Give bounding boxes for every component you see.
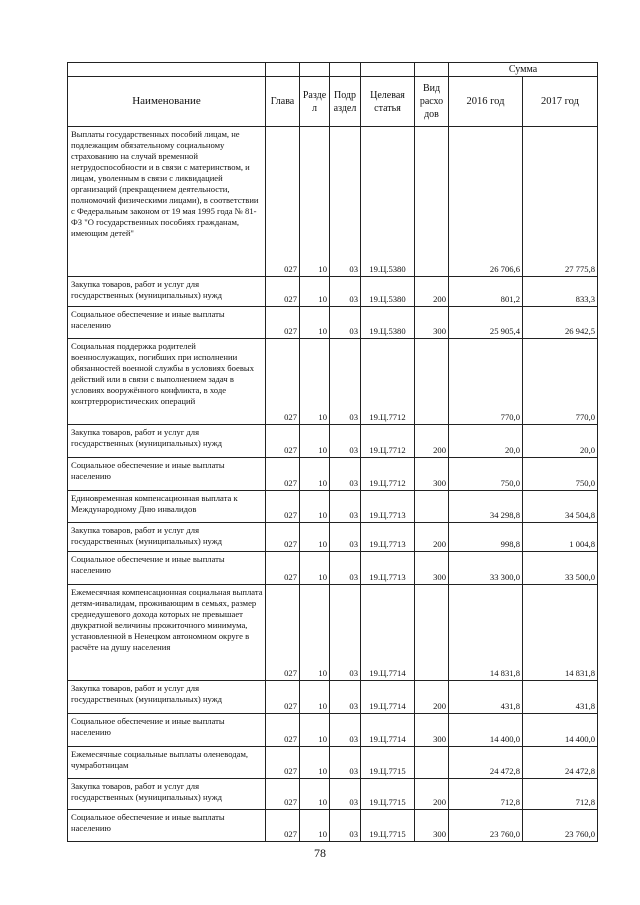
row-podrazdel: 03 bbox=[330, 491, 361, 523]
row-expense-type bbox=[415, 585, 449, 681]
row-expense-type bbox=[415, 491, 449, 523]
row-target-article: 19.Ц.7713 bbox=[361, 552, 415, 585]
row-name: Социальное обеспечение и иные выплаты населению bbox=[68, 458, 266, 491]
row-sum-2016: 25 905,4 bbox=[449, 307, 523, 339]
row-razdel: 10 bbox=[300, 810, 330, 842]
row-glava: 027 bbox=[266, 681, 300, 714]
row-razdel: 10 bbox=[300, 681, 330, 714]
table-row bbox=[68, 552, 598, 585]
row-name: Социальное обеспечение и иные выплаты населению bbox=[68, 810, 266, 842]
header-blank-vid bbox=[415, 63, 449, 77]
row-sum-2017: 750,0 bbox=[523, 458, 598, 491]
row-target-article: 19.Ц.7715 bbox=[361, 779, 415, 810]
row-expense-type: 300 bbox=[415, 458, 449, 491]
row-name: Закупка товаров, работ и услуг для государственных (муниципальных) нужд bbox=[68, 425, 266, 458]
row-target-article: 19.Ц.7712 bbox=[361, 458, 415, 491]
header-podrazdel: Подр аздел bbox=[330, 77, 361, 127]
header-blank-name bbox=[68, 63, 266, 77]
table-row bbox=[68, 491, 598, 523]
row-name: Социальное обеспечение и иные выплаты населению bbox=[68, 714, 266, 747]
row-expense-type bbox=[415, 747, 449, 779]
row-sum-2016: 750,0 bbox=[449, 458, 523, 491]
row-razdel: 10 bbox=[300, 523, 330, 552]
row-podrazdel: 03 bbox=[330, 425, 361, 458]
row-sum-2016: 20,0 bbox=[449, 425, 523, 458]
table-row bbox=[68, 810, 598, 842]
header-year-2016: 2016 год bbox=[449, 77, 523, 127]
table-row bbox=[68, 681, 598, 714]
table-row bbox=[68, 523, 598, 552]
row-podrazdel: 03 bbox=[330, 127, 361, 277]
row-podrazdel: 03 bbox=[330, 681, 361, 714]
row-sum-2016: 431,8 bbox=[449, 681, 523, 714]
row-razdel: 10 bbox=[300, 307, 330, 339]
row-razdel: 10 bbox=[300, 458, 330, 491]
row-sum-2016: 14 831,8 bbox=[449, 585, 523, 681]
row-target-article: 19.Ц.7713 bbox=[361, 491, 415, 523]
table-row bbox=[68, 714, 598, 747]
row-name: Социальное обеспечение и иные выплаты населению bbox=[68, 307, 266, 339]
row-name: Закупка товаров, работ и услуг для государственных (муниципальных) нужд bbox=[68, 779, 266, 810]
budget-table bbox=[67, 62, 598, 842]
row-target-article: 19.Ц.7715 bbox=[361, 810, 415, 842]
row-sum-2017: 23 760,0 bbox=[523, 810, 598, 842]
row-podrazdel: 03 bbox=[330, 552, 361, 585]
row-podrazdel: 03 bbox=[330, 523, 361, 552]
row-target-article: 19.Ц.7713 bbox=[361, 523, 415, 552]
row-expense-type: 300 bbox=[415, 307, 449, 339]
row-expense-type: 200 bbox=[415, 523, 449, 552]
row-razdel: 10 bbox=[300, 491, 330, 523]
row-razdel: 10 bbox=[300, 552, 330, 585]
header-blank-podrazdel bbox=[330, 63, 361, 77]
row-name: Выплаты государственных пособий лицам, не подлежащим обязательному социальному страхованию на случай временной нетрудоспособности и в связи с материнством, и лицам, уволенным в связи с ликвидацией организаций (прекращением деятельности, полномочий физическими лицами), в соответствии с Федеральным законом от 19 мая 1995 года № 81-ФЗ "О государственных пособиях гражданам, имеющим детей" bbox=[68, 127, 266, 277]
row-glava: 027 bbox=[266, 491, 300, 523]
row-sum-2017: 833,3 bbox=[523, 277, 598, 307]
row-expense-type bbox=[415, 127, 449, 277]
row-podrazdel: 03 bbox=[330, 810, 361, 842]
row-name: Ежемесячные социальные выплаты оленеводам, чумработницам bbox=[68, 747, 266, 779]
row-sum-2017: 14 831,8 bbox=[523, 585, 598, 681]
row-expense-type: 300 bbox=[415, 810, 449, 842]
table-row bbox=[68, 307, 598, 339]
row-podrazdel: 03 bbox=[330, 339, 361, 425]
row-sum-2016: 33 300,0 bbox=[449, 552, 523, 585]
header-name: Наименование bbox=[68, 77, 266, 127]
row-sum-2016: 801,2 bbox=[449, 277, 523, 307]
row-sum-2017: 24 472,8 bbox=[523, 747, 598, 779]
row-razdel: 10 bbox=[300, 277, 330, 307]
row-sum-2016: 24 472,8 bbox=[449, 747, 523, 779]
row-sum-2017: 27 775,8 bbox=[523, 127, 598, 277]
row-name: Социальное обеспечение и иные выплаты населению bbox=[68, 552, 266, 585]
row-sum-2016: 14 400,0 bbox=[449, 714, 523, 747]
table-row bbox=[68, 425, 598, 458]
row-glava: 027 bbox=[266, 339, 300, 425]
row-razdel: 10 bbox=[300, 714, 330, 747]
row-sum-2017: 14 400,0 bbox=[523, 714, 598, 747]
row-sum-2017: 34 504,8 bbox=[523, 491, 598, 523]
row-glava: 027 bbox=[266, 779, 300, 810]
row-glava: 027 bbox=[266, 552, 300, 585]
table-row bbox=[68, 339, 598, 425]
row-glava: 027 bbox=[266, 458, 300, 491]
row-razdel: 10 bbox=[300, 747, 330, 779]
row-glava: 027 bbox=[266, 127, 300, 277]
row-glava: 027 bbox=[266, 810, 300, 842]
row-expense-type: 200 bbox=[415, 425, 449, 458]
row-expense-type: 200 bbox=[415, 277, 449, 307]
header-blank-target bbox=[361, 63, 415, 77]
row-name: Ежемесячная компенсационная социальная выплата детям-инвалидам, проживающим в семьях, размер среднедушевого дохода которых не превышает двукратной величины прожиточного минимума, установленной в Ненецком автономном округе в расчёте на душу населения bbox=[68, 585, 266, 681]
row-expense-type: 300 bbox=[415, 714, 449, 747]
row-razdel: 10 bbox=[300, 425, 330, 458]
row-name: Социальная поддержка родителей военнослужащих, погибших при исполнении обязанностей военной службы в условиях боевых действий или в связи с выполнением задач в условиях вооружённого конфликта, в ходе контртеррористических операций bbox=[68, 339, 266, 425]
row-target-article: 19.Ц.7714 bbox=[361, 714, 415, 747]
row-target-article: 19.Ц.7715 bbox=[361, 747, 415, 779]
header-year-2017: 2017 год bbox=[523, 77, 598, 127]
table-row bbox=[68, 127, 598, 277]
row-sum-2017: 20,0 bbox=[523, 425, 598, 458]
row-glava: 027 bbox=[266, 747, 300, 779]
row-target-article: 19.Ц.7712 bbox=[361, 339, 415, 425]
row-podrazdel: 03 bbox=[330, 779, 361, 810]
row-name: Закупка товаров, работ и услуг для государственных (муниципальных) нужд bbox=[68, 277, 266, 307]
row-target-article: 19.Ц.5380 bbox=[361, 277, 415, 307]
row-name: Единовременная компенсационная выплата к Международному Дню инвалидов bbox=[68, 491, 266, 523]
row-sum-2016: 23 760,0 bbox=[449, 810, 523, 842]
header-target: Целевая статья bbox=[361, 77, 415, 127]
header-blank-razdel bbox=[300, 63, 330, 77]
row-sum-2017: 712,8 bbox=[523, 779, 598, 810]
header-sum: Сумма bbox=[449, 63, 598, 77]
row-target-article: 19.Ц.5380 bbox=[361, 307, 415, 339]
row-target-article: 19.Ц.7714 bbox=[361, 681, 415, 714]
row-sum-2017: 770,0 bbox=[523, 339, 598, 425]
row-sum-2017: 26 942,5 bbox=[523, 307, 598, 339]
row-podrazdel: 03 bbox=[330, 714, 361, 747]
row-razdel: 10 bbox=[300, 779, 330, 810]
header-blank-glava bbox=[266, 63, 300, 77]
row-razdel: 10 bbox=[300, 127, 330, 277]
row-target-article: 19.Ц.7714 bbox=[361, 585, 415, 681]
row-expense-type: 300 bbox=[415, 552, 449, 585]
row-target-article: 19.Ц.5380 bbox=[361, 127, 415, 277]
header-expense-type: Вид расхо дов bbox=[415, 77, 449, 127]
row-glava: 027 bbox=[266, 585, 300, 681]
header-razdel: Разде л bbox=[300, 77, 330, 127]
row-expense-type: 200 bbox=[415, 779, 449, 810]
row-sum-2016: 34 298,8 bbox=[449, 491, 523, 523]
row-podrazdel: 03 bbox=[330, 277, 361, 307]
row-sum-2016: 26 706,6 bbox=[449, 127, 523, 277]
table-row bbox=[68, 458, 598, 491]
row-name: Закупка товаров, работ и услуг для государственных (муниципальных) нужд bbox=[68, 523, 266, 552]
row-target-article: 19.Ц.7712 bbox=[361, 425, 415, 458]
row-podrazdel: 03 bbox=[330, 458, 361, 491]
row-podrazdel: 03 bbox=[330, 307, 361, 339]
row-name: Закупка товаров, работ и услуг для государственных (муниципальных) нужд bbox=[68, 681, 266, 714]
row-sum-2016: 770,0 bbox=[449, 339, 523, 425]
row-expense-type bbox=[415, 339, 449, 425]
table-row bbox=[68, 779, 598, 810]
row-glava: 027 bbox=[266, 714, 300, 747]
row-sum-2017: 33 500,0 bbox=[523, 552, 598, 585]
table-row bbox=[68, 747, 598, 779]
page-number: 78 bbox=[314, 846, 326, 860]
row-sum-2017: 431,8 bbox=[523, 681, 598, 714]
row-sum-2016: 712,8 bbox=[449, 779, 523, 810]
row-glava: 027 bbox=[266, 307, 300, 339]
row-glava: 027 bbox=[266, 277, 300, 307]
row-sum-2017: 1 004,8 bbox=[523, 523, 598, 552]
row-razdel: 10 bbox=[300, 339, 330, 425]
row-sum-2016: 998,8 bbox=[449, 523, 523, 552]
row-podrazdel: 03 bbox=[330, 747, 361, 779]
table-row bbox=[68, 585, 598, 681]
row-glava: 027 bbox=[266, 523, 300, 552]
table-row bbox=[68, 277, 598, 307]
row-podrazdel: 03 bbox=[330, 585, 361, 681]
header-glava: Глава bbox=[266, 77, 300, 127]
row-glava: 027 bbox=[266, 425, 300, 458]
row-expense-type: 200 bbox=[415, 681, 449, 714]
row-razdel: 10 bbox=[300, 585, 330, 681]
